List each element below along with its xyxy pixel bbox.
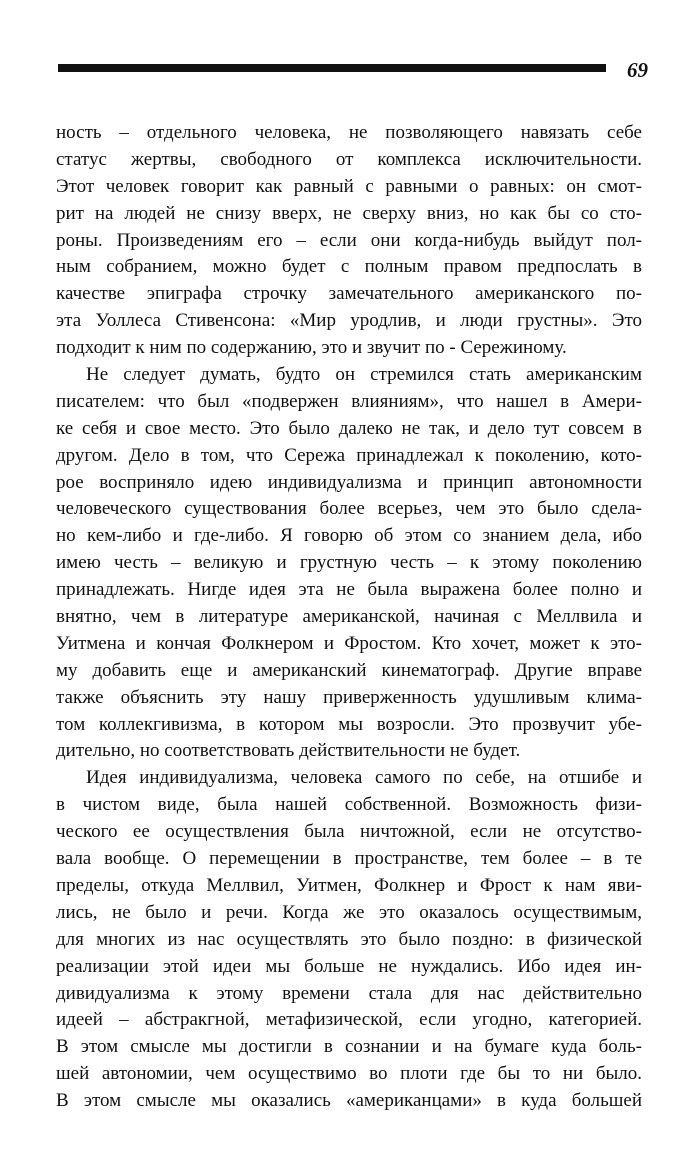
text-line: шей автономии, чем осуществимо во плоти где бы то ни было. — [56, 1063, 642, 1085]
text-line: ность – отдельного человека, не позволяющего навязать себе — [56, 122, 642, 143]
text-line: также объяснить эту нашу приверженность удушливым клима- — [56, 686, 642, 708]
text-line: внятно, чем в литературе американской, начиная с Меллвила и — [56, 606, 642, 628]
text-line: подходит к ним по содержанию, это и звучит по - Сережиному. — [56, 337, 567, 359]
text-line: ке себя и свое место. Это было далеко не так, и дело тут совсем в — [56, 417, 642, 439]
text-line: другом. Дело в том, что Сережа принадлежал к поколению, кото- — [56, 444, 642, 466]
header-rule — [58, 64, 606, 72]
text-line: В этом смысле мы достигли в сознании и на бумаге куда боль- — [56, 1036, 642, 1058]
text-line: дительно, но соответствовать действительности не будет. — [56, 740, 521, 762]
text-line: Идея индивидуализма, человека самого по себе, на отшибе и — [86, 767, 642, 789]
text-line: ным собранием, можно будет с полным правом предпослать в — [56, 256, 642, 278]
text-line: му добавить еще и американский кинематограф. Другие вправе — [56, 659, 642, 681]
text-line: эта Уоллеса Стивенсона: «Мир уродлив, и люди грустны». Это — [56, 310, 642, 332]
text-line: том коллекгивизма, в котором мы возросли. Это прозвучит убе- — [56, 713, 642, 735]
text-line: В этом смысле мы оказались «американцами» в куда большей — [56, 1090, 642, 1112]
paragraph-3 — [56, 765, 642, 1115]
text-line: рит на людей не снизу вверх, не сверху вниз, но как бы со сто- — [56, 202, 642, 224]
body-text — [56, 120, 642, 1115]
page-header — [58, 58, 648, 86]
text-line: писателем: что был «подвержен влияниям», что нашел в Амери- — [56, 390, 642, 412]
text-line: человеческого существования более всерьез, чем это было сдела- — [56, 498, 642, 520]
text-line: реализации этой идеи мы больше не нуждались. Ибо идея ин- — [56, 955, 642, 977]
text-line: Этот человек говорит как равный с равными о равных: он смот- — [56, 175, 642, 197]
text-line: рое восприняло идею индивидуализма и принцип автономности — [56, 471, 642, 493]
text-line: пределы, откуда Меллвил, Уитмен, Фолкнер и Фрост к нам яви- — [56, 874, 642, 896]
text-line: роны. Произведениям его – если они когда-нибудь выйдут пол- — [56, 229, 642, 251]
paragraph-1 — [56, 120, 642, 362]
text-line: идеей – абстракгной, метафизической, если угодно, категорией. — [56, 1009, 642, 1031]
text-line: вала вообще. О перемещении в пространстве, тем более – в те — [56, 848, 642, 870]
text-line: дивидуализма к этому времени стала для нас действительно — [56, 982, 642, 1004]
text-line: для многих из нас осуществлять это было поздно: в физической — [56, 928, 642, 950]
text-line: но кем-либо и где-либо. Я говорю об этом со знанием дела, ибо — [56, 525, 642, 547]
text-line: имею честь – великую и грустную честь – к этому поколению — [56, 552, 642, 574]
text-line: Уитмена и кончая Фолкнером и Фростом. Кто хочет, может к это- — [56, 632, 642, 654]
text-line: статус жертвы, свободного от комплекса исключительности. — [56, 148, 642, 170]
text-line: в чистом виде, была нашей собственной. Возможность физи- — [56, 794, 642, 816]
text-line: ческого ее осуществления была ничтожной, если не отсутство- — [56, 821, 642, 843]
text-line: принадлежать. Нигде идея эта не была выражена более полно и — [56, 579, 642, 601]
page-number: 69 — [627, 58, 648, 82]
text-line: качестве эпиграфа строчку замечательного американского по- — [56, 283, 642, 305]
paragraph-2 — [56, 362, 642, 765]
text-line: лись, не было и речи. Когда же это оказалось осуществимым, — [56, 901, 642, 923]
text-line: Не следует думать, будто он стремился стать американским — [86, 364, 642, 386]
